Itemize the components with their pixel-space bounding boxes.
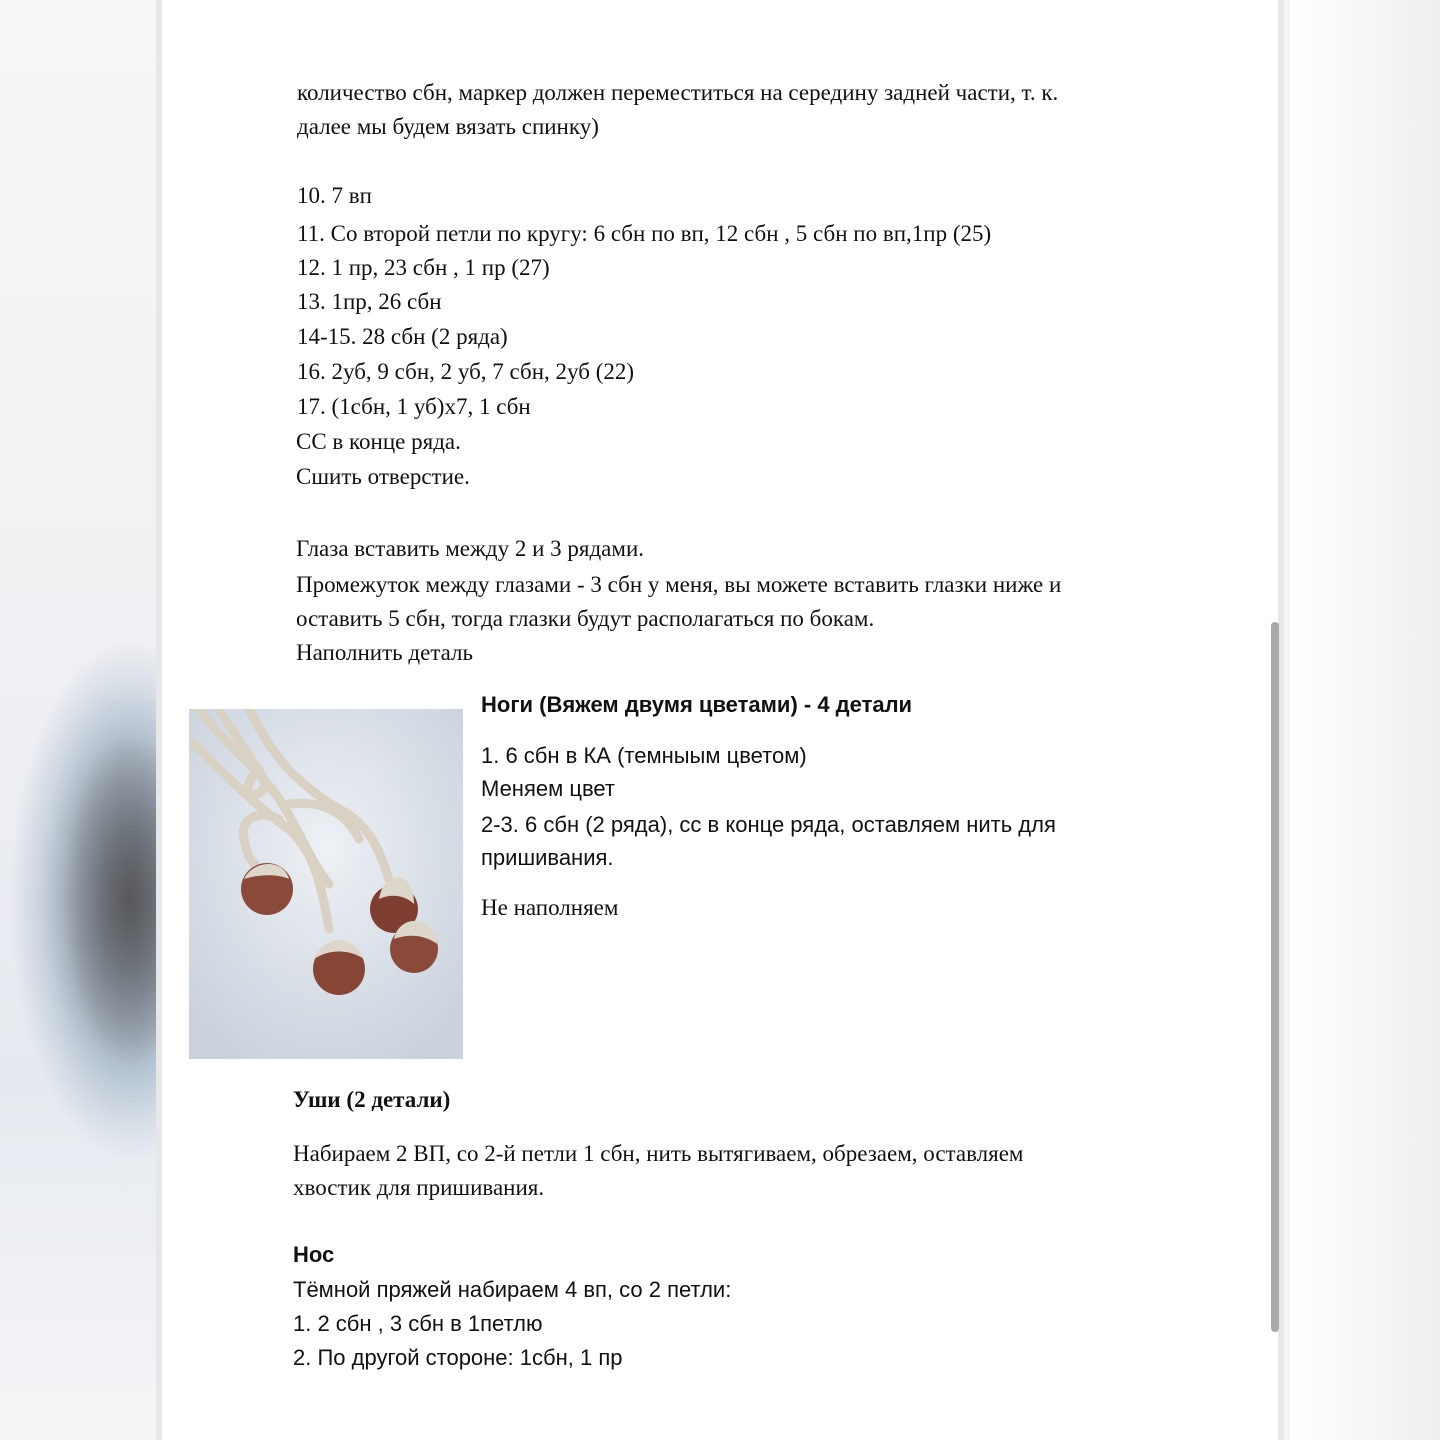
row-cc: СС в конце ряда. xyxy=(296,429,461,454)
row-13: 13. 1пр, 26 сбн xyxy=(297,289,442,314)
legs-line-4: пришивания. xyxy=(481,845,614,870)
row-11: 11. Со второй петли по кругу: 6 сбн по вп, 12 сбн , 5 сбн по вп,1пр (25) xyxy=(297,221,992,246)
legs-note: Не наполняем xyxy=(481,895,619,920)
eyes-line-2: Промежуток между глазами - 3 сбн у меня, вы можете вставить глазки ниже и xyxy=(296,572,1062,597)
legs-photo xyxy=(189,709,463,1059)
intro-line-2: далее мы будем вязать спинку) xyxy=(297,114,599,139)
crochet-legs-illustration xyxy=(189,709,463,1059)
eyes-line-1: Глаза вставить между 2 и 3 рядами. xyxy=(296,536,644,561)
row-12: 12. 1 пр, 23 сбн , 1 пр (27) xyxy=(297,255,550,280)
legs-heading: Ноги (Вяжем двумя цветами) - 4 детали xyxy=(481,692,913,717)
eyes-line-4: Наполнить деталь xyxy=(296,640,474,665)
eyes-line-3: оставить 5 сбн, тогда глазки будут располагаться по бокам. xyxy=(296,606,875,631)
row-sew: Сшить отверстие. xyxy=(296,464,470,489)
blurred-background-left xyxy=(0,0,156,1440)
nose-line-2: 1. 2 сбн , 3 сбн в 1петлю xyxy=(293,1311,543,1336)
legs-line-2: Меняем цвет xyxy=(481,776,615,801)
nose-line-3: 2. По другой стороне: 1сбн, 1 пр xyxy=(293,1345,623,1370)
legs-line-1: 1. 6 сбн в КА (темныым цветом) xyxy=(481,743,807,768)
intro-line-1: количество сбн, маркер должен переместиться на середину задней части, т. к. xyxy=(297,80,1059,105)
ears-line-1: Набираем 2 ВП, со 2-й петли 1 сбн, нить вытягиваем, обрезаем, оставляем xyxy=(293,1141,1024,1166)
scrollbar-thumb[interactable] xyxy=(1271,622,1279,1332)
row-10: 10. 7 вп xyxy=(297,183,372,208)
legs-line-3: 2-3. 6 сбн (2 ряда), сс в конце ряда, оставляем нить для xyxy=(481,812,1056,837)
blurred-background-right xyxy=(1290,0,1440,1440)
nose-line-1: Тёмной пряжей набираем 4 вп, со 2 петли: xyxy=(293,1277,732,1302)
ears-heading: Уши (2 детали) xyxy=(293,1087,451,1112)
row-17: 17. (1сбн, 1 уб)x7, 1 сбн xyxy=(297,394,531,419)
ears-line-2: хвостик для пришивания. xyxy=(293,1175,545,1200)
row-16: 16. 2уб, 9 сбн, 2 уб, 7 сбн, 2уб (22) xyxy=(297,359,635,384)
nose-heading: Нос xyxy=(293,1242,335,1267)
row-14-15: 14-15. 28 сбн (2 ряда) xyxy=(297,324,508,349)
